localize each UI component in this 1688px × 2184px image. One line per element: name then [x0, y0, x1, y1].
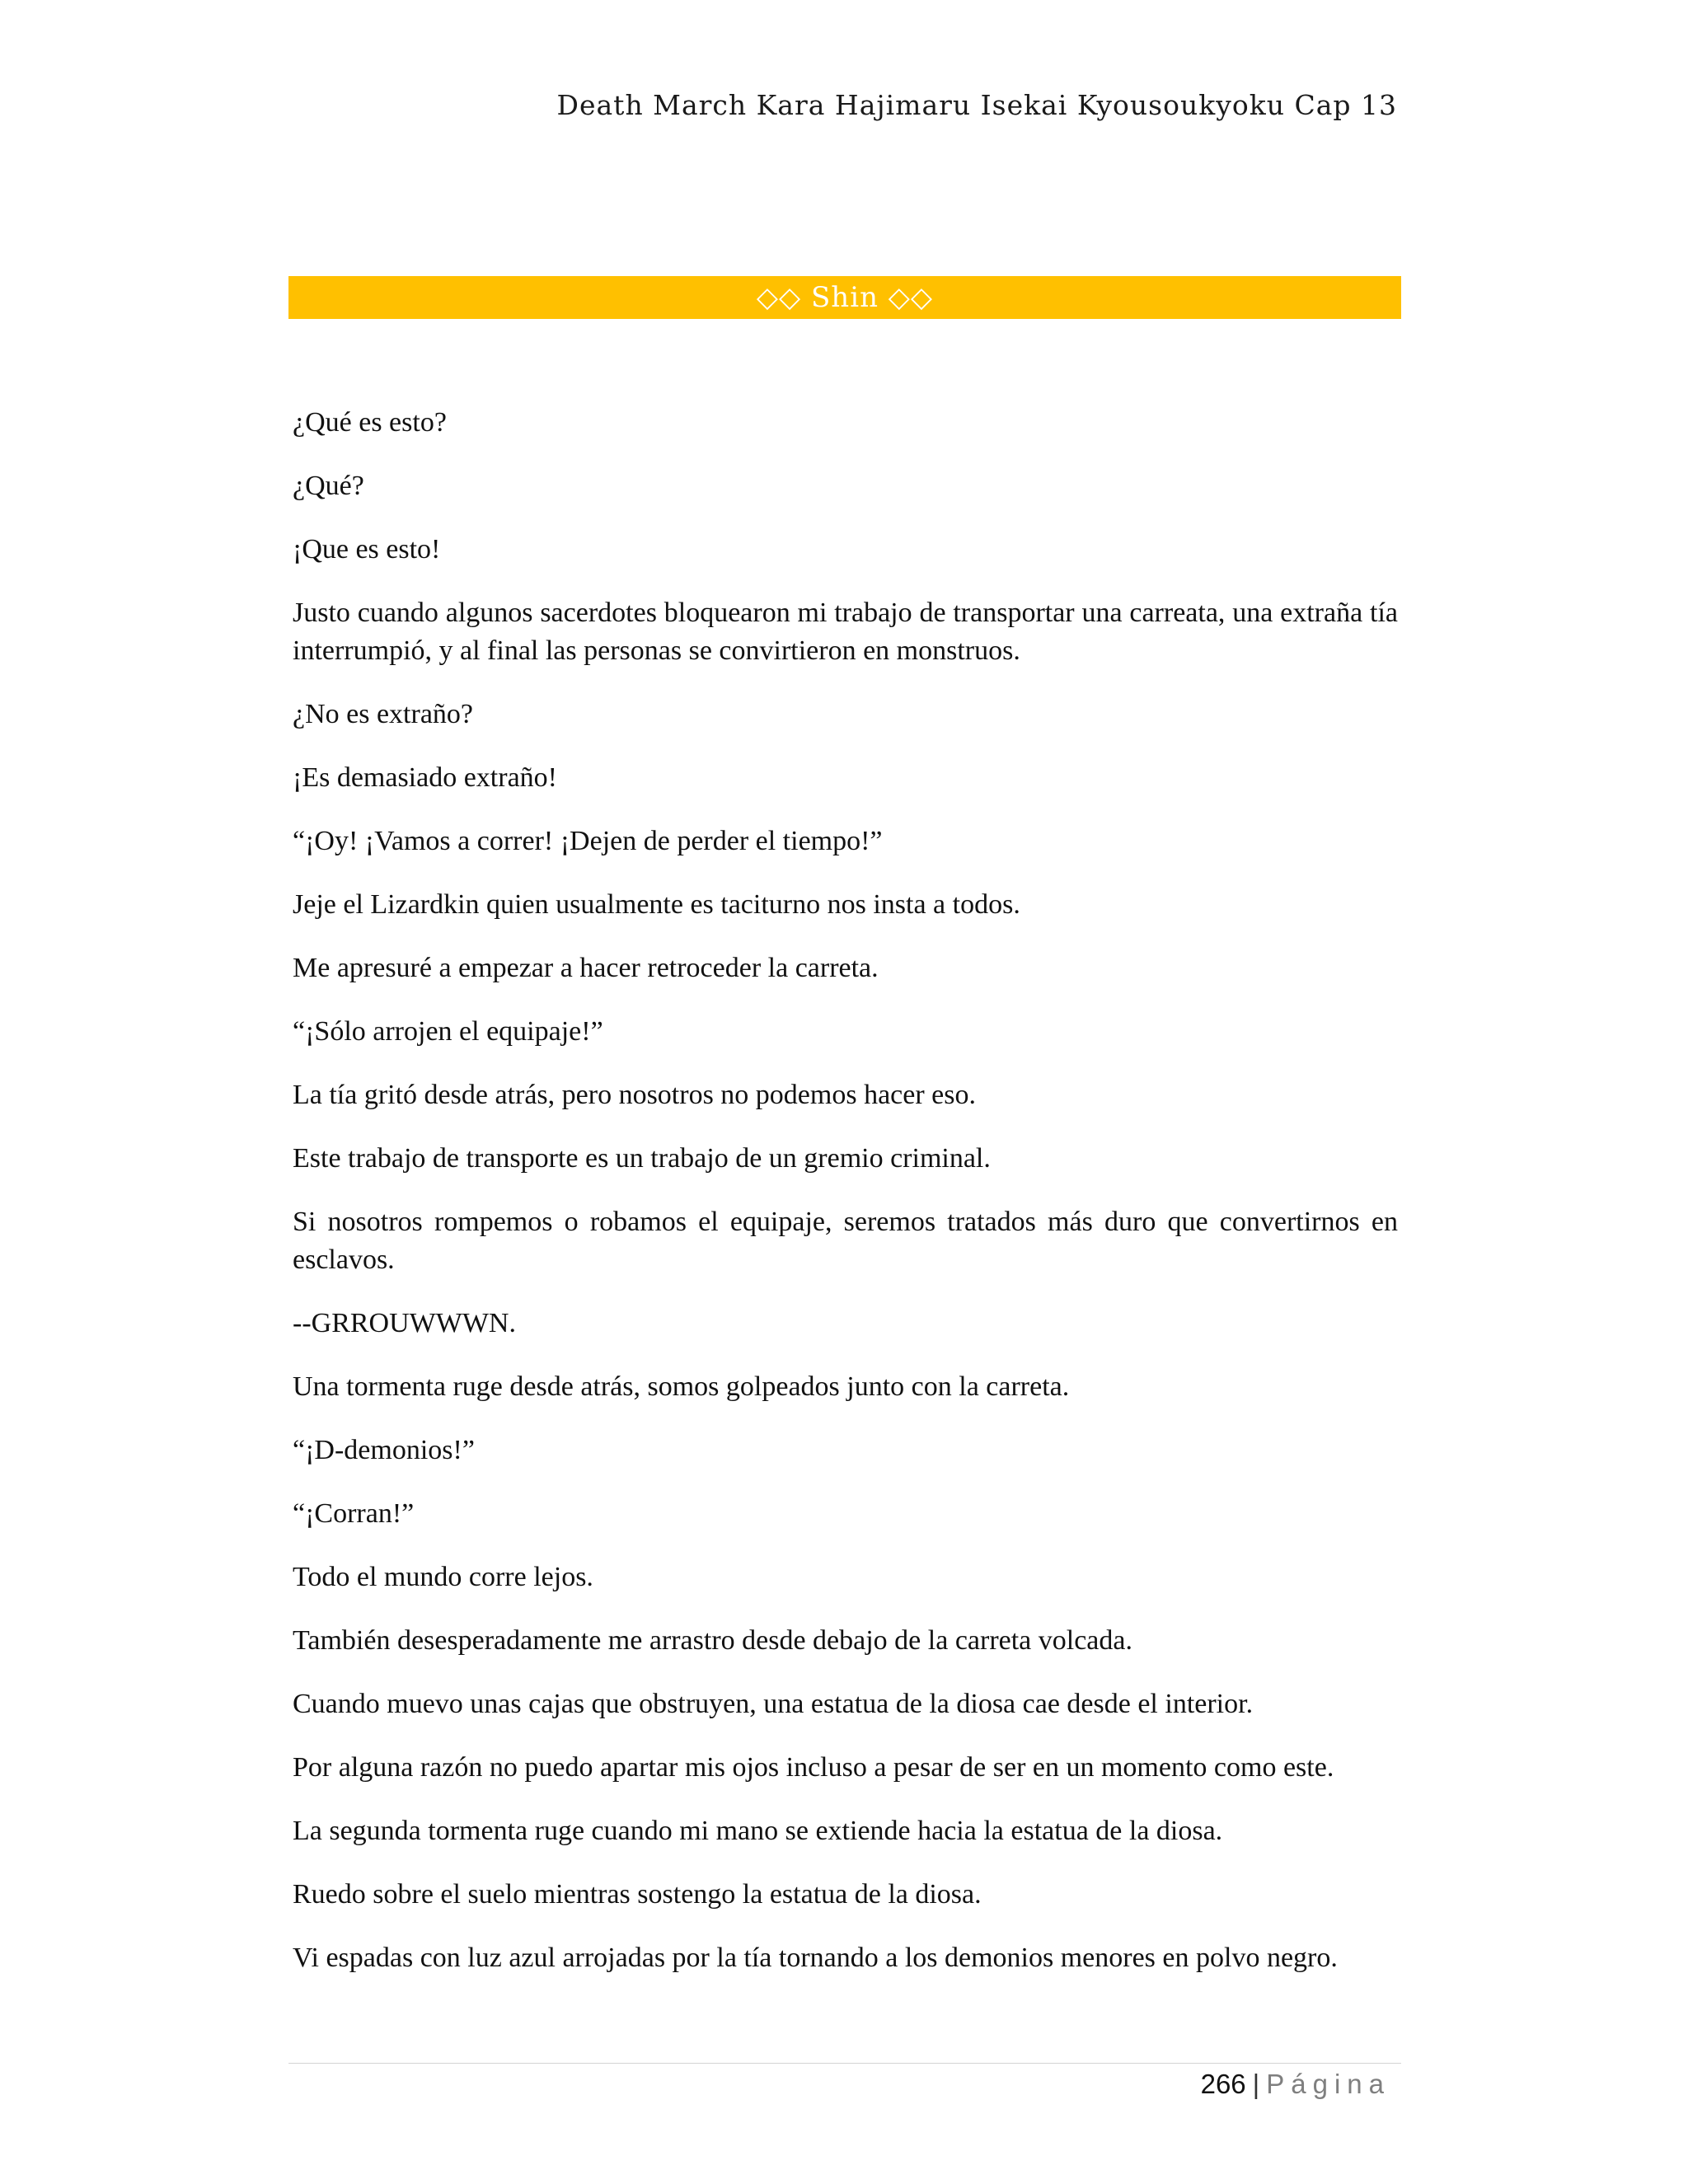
- paragraph: La segunda tormenta ruge cuando mi mano se extiende hacia la estatua de la diosa.: [293, 1816, 1223, 1846]
- running-header: Death March Kara Hajimaru Isekai Kyousoukyoku Cap 13: [556, 89, 1397, 121]
- paragraph: ¿Qué es esto?: [293, 407, 447, 438]
- footer-divider: [288, 2063, 1401, 2064]
- body-text: [293, 404, 1398, 2003]
- paragraph: Por alguna razón no puedo apartar mis ojos incluso a pesar de ser en un momento como este.: [293, 1752, 1334, 1783]
- paragraph: “¡Corran!”: [293, 1498, 415, 1529]
- paragraph: ¿Qué?: [293, 471, 364, 501]
- paragraph: “¡Oy! ¡Vamos a correr! ¡Dejen de perder el tiempo!”: [293, 826, 883, 856]
- paragraph: Una tormenta ruge desde atrás, somos golpeados junto con la carreta.: [293, 1371, 1070, 1402]
- paragraph: Justo cuando algunos sacerdotes bloquearon mi trabajo de transportar una carreata, una extraña tía interrumpió, y al final las personas se convirtieron en monstruos.: [293, 598, 1398, 666]
- section-banner: ◇◇ Shin ◇◇: [288, 276, 1401, 319]
- paragraph: ¡Es demasiado extraño!: [293, 762, 557, 793]
- paragraph: ¿No es extraño?: [293, 699, 474, 729]
- paragraph: “¡D-demonios!”: [293, 1435, 475, 1465]
- paragraph: Vi espadas con luz azul arrojadas por la tía tornando a los demonios menores en polvo negro.: [293, 1943, 1338, 1973]
- paragraph: La tía gritó desde atrás, pero nosotros no podemos hacer eso.: [293, 1080, 976, 1110]
- paragraph: También desesperadamente me arrastro desde debajo de la carreta volcada.: [293, 1625, 1132, 1656]
- paragraph: Jeje el Lizardkin quien usualmente es taciturno nos insta a todos.: [293, 889, 1020, 920]
- footer-separator: |: [1252, 2069, 1260, 2099]
- paragraph: --GRROUWWWN.: [293, 1308, 516, 1338]
- page-footer: [288, 2069, 1390, 2100]
- paragraph: ¡Que es esto!: [293, 534, 441, 565]
- paragraph: Todo el mundo corre lejos.: [293, 1562, 593, 1592]
- paragraph: Me apresuré a empezar a hacer retroceder la carreta.: [293, 953, 879, 983]
- page-number: 266: [1200, 2069, 1246, 2099]
- paragraph: “¡Sólo arrojen el equipaje!”: [293, 1016, 603, 1047]
- paragraph: Este trabajo de transporte es un trabajo de un gremio criminal.: [293, 1143, 991, 1174]
- paragraph: Cuando muevo unas cajas que obstruyen, una estatua de la diosa cae desde el interior.: [293, 1689, 1254, 1719]
- paragraph: Ruedo sobre el suelo mientras sostengo la estatua de la diosa.: [293, 1879, 982, 1910]
- paragraph: Si nosotros rompemos o robamos el equipaje, seremos tratados más duro que convertirnos en esclavos.: [293, 1207, 1398, 1275]
- page-label: Página: [1266, 2069, 1390, 2099]
